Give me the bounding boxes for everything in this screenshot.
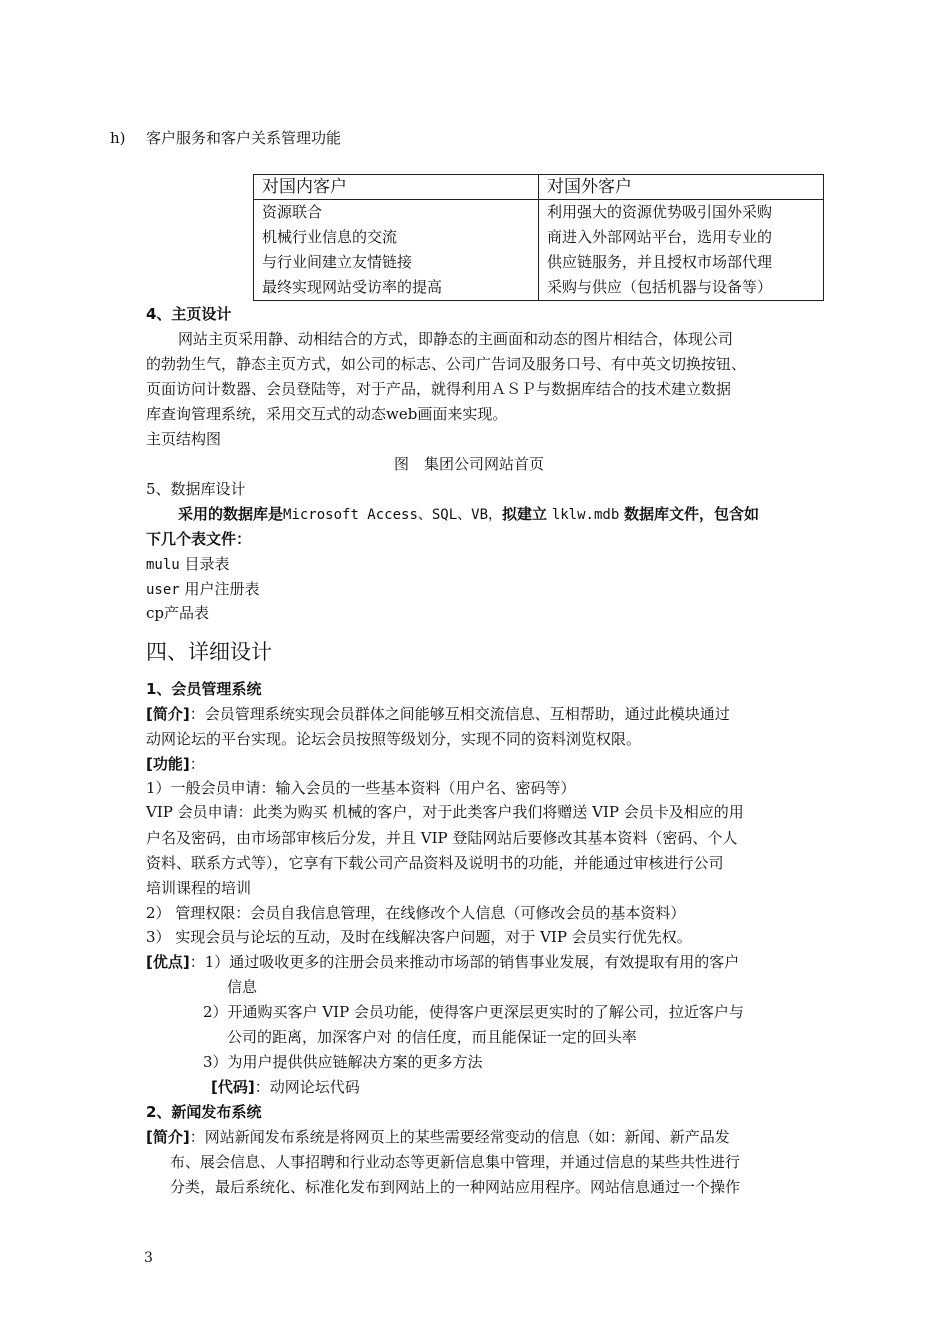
intro-tag: [简介] [146, 1128, 190, 1146]
advantage-text: ：1）通过吸收更多的注册会员来推动市场部的销售事业发展，有效提取有用的客户 [189, 953, 740, 971]
table-header-row [254, 175, 824, 200]
news-line: 布、展会信息、人事招聘和行业动态等更新信息集中管理，并通过信息的某些共性进行 [170, 1153, 741, 1171]
function-line: 1）一般会员申请：输入会员的一些基本资料（用户名、密码等） [146, 779, 576, 797]
intro-text: ：会员管理系统实现会员群体之间能够互相交流信息、互相帮助，通过此模块通过 [189, 705, 730, 723]
paragraph-line: 页面访问计数器、会员登陆等，对于产品，就得利用ＡＳＰ与数据库结合的技术建立数据 [146, 380, 732, 398]
paragraph-line: 的勃勃生气，静态主页方式，如公司的标志、公司广告词及服务口号、有中英文切换按钮、 [146, 355, 747, 373]
function-line: VIP 会员申请：此类为购买 机械的客户，对于此类客户我们将赠送 VIP 会员卡及相应的用 [146, 803, 744, 821]
member-heading: 1、会员管理系统 [146, 680, 262, 698]
advantage-line: 信息 [227, 978, 258, 996]
paragraph-line: 库查询管理系统，采用交互式的动态web画面来实现。 [146, 405, 508, 423]
function-line: 2） 管理权限：会员自我信息管理，在线修改个人信息（可修改会员的基本资料） [146, 904, 686, 922]
cell-line: 与行业间建立友情链接 [262, 253, 413, 271]
table-row [254, 200, 824, 301]
database-intro-line [178, 502, 759, 527]
figure-caption: 图 集团公司网站首页 [394, 455, 545, 473]
header-domestic: 对国内客户 [254, 175, 539, 200]
db-table-item [146, 552, 230, 577]
db-table-item [146, 577, 260, 602]
intro-text: 数据库文件，包含如 [624, 505, 760, 523]
cell-line: 商进入外部网站平台，选用专业的 [547, 228, 773, 246]
advantage-line: 2）开通购买客户 VIP 会员功能，使得客户更深层更实时的了解公司，拉近客户与 [203, 1003, 744, 1021]
code-text: ：动网论坛代码 [254, 1078, 360, 1096]
advantage-tag: [优点] [146, 953, 190, 971]
page-number: 3 [144, 1250, 153, 1266]
function-line: 户名及密码，由市场部审核后分发，并且 VIP 登陆网站后要修改其基本资料（密码、个人 [146, 829, 738, 847]
intro-db-names: Microsoft Access、SQL、VB， [283, 507, 503, 523]
foreign-cell [539, 200, 824, 301]
database-intro-line: 下几个表文件： [146, 530, 252, 548]
news-line [146, 1125, 730, 1149]
member-intro-line [146, 702, 730, 726]
intro-text: 采用的数据库是 [178, 505, 284, 523]
code-tag: [代码] [211, 1078, 255, 1096]
db-table-code: user [146, 582, 180, 598]
advantage-line [146, 950, 739, 974]
function-colon: ： [189, 755, 205, 773]
cell-line: 机械行业信息的交流 [262, 228, 398, 246]
member-intro-line: 动网论坛的平台实现。论坛会员按照等级划分，实现不同的资料浏览权限。 [146, 730, 642, 748]
db-table-desc: 目录表 [184, 555, 230, 573]
homepage-heading: 4、主页设计 [146, 305, 232, 323]
domestic-cell [254, 200, 539, 301]
section-item-title: 客户服务和客户关系管理功能 [146, 129, 342, 147]
customer-service-table [253, 174, 824, 301]
cell-line: 采购与供应（包括机器与设备等） [547, 278, 773, 296]
db-table-item [146, 601, 209, 625]
header-foreign: 对国外客户 [539, 175, 824, 200]
structure-label: 主页结构图 [146, 430, 222, 448]
intro-tag: [简介] [146, 705, 190, 723]
db-table-code: cp [146, 604, 165, 622]
list-marker: h) [110, 129, 126, 147]
advantage-line: 公司的距离，加深客户对 的信任度，而且能保证一定的回头率 [227, 1028, 637, 1046]
news-line: 分类，最后系统化、标准化发布到网站上的一种网站应用程序。网站信息通过一个操作 [170, 1178, 741, 1196]
paragraph-line: 网站主页采用静、动相结合的方式，即静态的主画面和动态的图片相结合，体现公司 [178, 330, 734, 348]
db-table-desc: 用户注册表 [184, 580, 260, 598]
news-text: ：网站新闻发布系统是将网页上的某些需要经常变动的信息（如：新闻、新产品发 [189, 1128, 730, 1146]
cell-line: 最终实现网站受访率的提高 [262, 278, 443, 296]
code-line [211, 1075, 360, 1099]
intro-db-file: lklw.mdb [551, 507, 620, 523]
function-label [146, 752, 205, 776]
intro-text: 拟建立 [502, 505, 548, 523]
function-line: 培训课程的培训 [146, 879, 252, 897]
cell-line: 供应链服务，并且授权市场部代理 [547, 253, 773, 271]
function-line: 3） 实现会员与论坛的互动，及时在线解决客户问题，对于 VIP 会员实行优先权。 [146, 928, 692, 946]
news-heading: 2、新闻发布系统 [146, 1103, 262, 1121]
cell-line: 资源联合 [262, 203, 323, 221]
db-table-code: mulu [146, 557, 180, 573]
section-title: 四、详细设计 [146, 640, 272, 664]
function-tag: [功能] [146, 755, 190, 773]
advantage-line: 3）为用户提供供应链解决方案的更多方法 [203, 1053, 483, 1071]
db-table-desc: 产品表 [164, 604, 210, 622]
database-heading: 5、数据库设计 [146, 480, 246, 498]
cell-line: 利用强大的资源优势吸引国外采购 [547, 203, 773, 221]
function-line: 资料、联系方式等），它享有下载公司产品资料及说明书的功能，并能通过审核进行公司 [146, 854, 724, 872]
